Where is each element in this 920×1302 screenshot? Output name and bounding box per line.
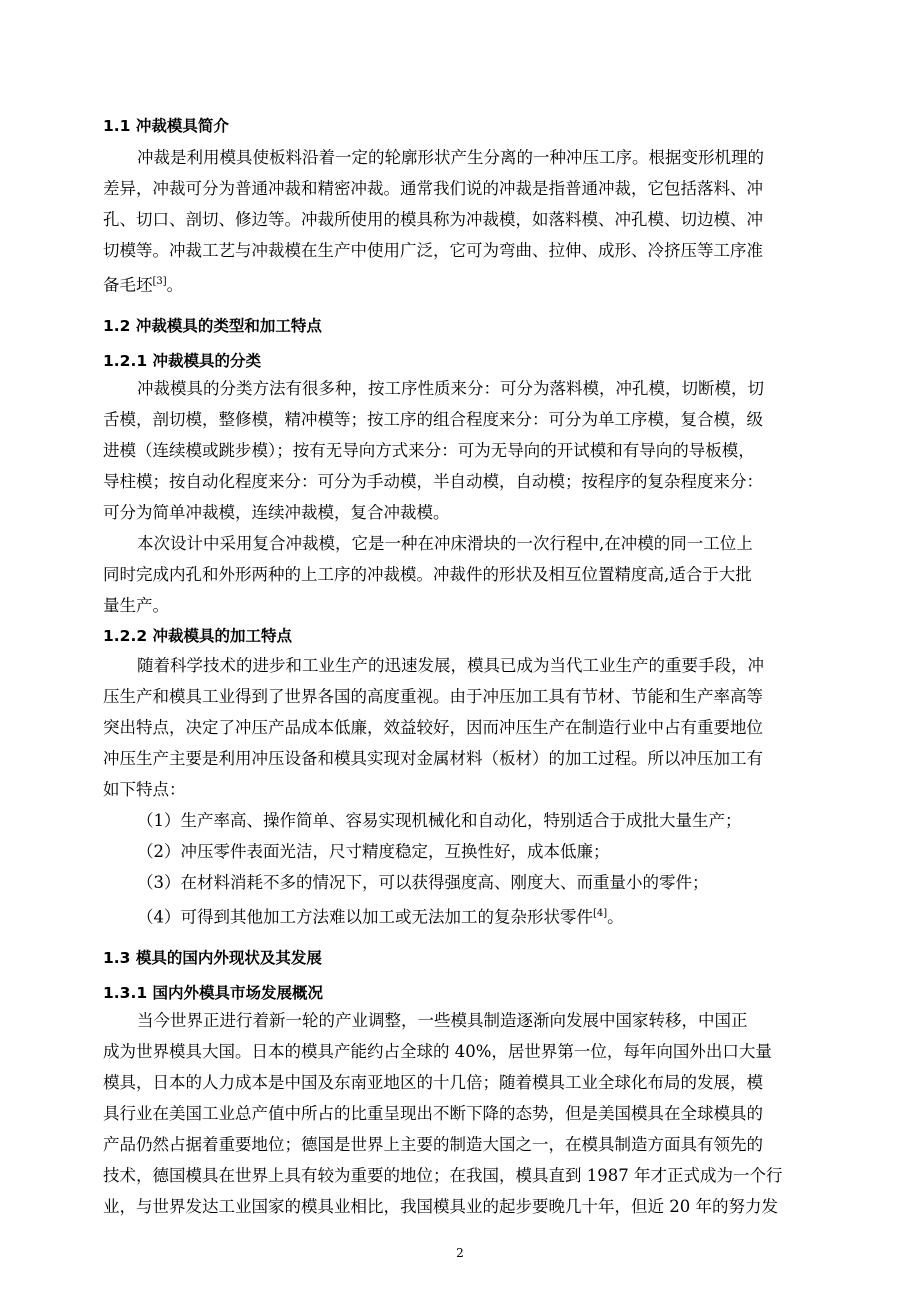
heading-1-2-2: 1.2.2 冲裁模具的加工特点 — [103, 627, 293, 645]
p3-line: 同时完成内孔和外形两种的上工序的冲裁模。冲裁件的形状及相互位置精度高,适合于大批 — [103, 565, 752, 584]
list-item: （3）在材料消耗不多的情况下，可以获得强度高、刚度大、而重量小的零件； — [137, 873, 709, 892]
p1-line: 差异，冲裁可分为普通冲裁和精密冲裁。通常我们说的冲裁是指普通冲裁，它包括落料、冲 — [103, 179, 763, 198]
p4-line: 突出特点，决定了冲压产品成本低廉，效益较好，因而冲压生产在制造行业中占有重要地位 — [103, 718, 763, 737]
p2-line: 进模（连续模或跳步模）；按有无导向方式来分：可为无导向的开试模和有导向的导板模， — [103, 441, 755, 460]
p5-line: 业，与世界发达工业国家的模具业相比，我国模具业的起步要晚几十年，但近 20 年的努力发 — [103, 1197, 778, 1216]
p1-text: 备毛坯 — [103, 275, 153, 295]
p5-line: 当今世界正进行着新一轮的产业调整，一些模具制造逐渐向发展中国家转移，中国正 — [137, 1011, 748, 1030]
list-item-text: （4）可得到其他加工方法难以加工或无法加工的复杂形状零件 — [137, 907, 593, 927]
p4-line: 如下特点： — [103, 780, 186, 799]
p2-line: 可分为简单冲裁模，连续冲裁模，复合冲裁模。 — [103, 503, 450, 522]
p4-line: 压生产和模具工业得到了世界各国的高度重视。由于冲压加工具有节材、节能和生产率高等 — [103, 687, 763, 706]
list-item — [137, 903, 624, 929]
citation-4: [4] — [593, 908, 608, 919]
citation-3: [3] — [152, 276, 167, 287]
list-item: （1）生产率高、操作简单、容易实现机械化和自动化，特别适合于成批大量生产； — [137, 811, 742, 830]
p5-line: 技术，德国模具在世界上具有较为重要的地位；在我国，模具直到 1987 年才正式成为一个行 — [103, 1166, 783, 1185]
p1-line-last — [103, 271, 183, 297]
p3-line: 量生产。 — [103, 596, 169, 615]
heading-1-2: 1.2 冲裁模具的类型和加工特点 — [103, 317, 322, 335]
heading-1-3-1: 1.3.1 国内外模具市场发展概况 — [103, 984, 324, 1002]
p1-line: 切模等。冲裁工艺与冲裁模在生产中使用广泛，它可为弯曲、拉伸、成形、冷挤压等工序准 — [103, 241, 763, 260]
heading-1-2-1: 1.2.1 冲裁模具的分类 — [103, 352, 262, 370]
p5-line: 模具，日本的人力成本是中国及东南亚地区的十几倍；随着模具工业全球化布局的发展，模 — [103, 1073, 763, 1092]
page-number: 2 — [456, 1246, 464, 1260]
p2-line: 舌模，剖切模，整修模，精冲模等；按工序的组合程度来分：可分为单工序模，复合模，级 — [103, 410, 763, 429]
p5-line: 产品仍然占据着重要地位；德国是世界上主要的制造大国之一，在模具制造方面具有领先的 — [103, 1135, 763, 1154]
list-item-end: 。 — [607, 907, 624, 927]
p1-end: 。 — [166, 275, 184, 295]
p2-line: 冲裁模具的分类方法有很多种，按工序性质来分：可分为落料模，冲孔模，切断模，切 — [137, 379, 764, 398]
list-item: （2）冲压零件表面光洁，尺寸精度稳定，互换性好，成本低廉； — [137, 842, 610, 861]
p5-line: 具行业在美国工业总产值中所占的比重呈现出不断下降的态势，但是美国模具在全球模具的 — [103, 1104, 763, 1123]
p1-line: 孔、切口、剖切、修边等。冲裁所使用的模具称为冲裁模，如落料模、冲孔模、切边模、冲 — [103, 210, 763, 229]
p4-line: 冲压生产主要是利用冲压设备和模具实现对金属材料（板材）的加工过程。所以冲压加工有 — [103, 749, 763, 768]
p2-line: 导柱模；按自动化程度来分：可分为手动模，半自动模，自动模；按程序的复杂程度来分： — [103, 472, 763, 491]
p3-line: 本次设计中采用复合冲裁模，它是一种在冲床滑块的一次行程中,在冲模的同一工位上 — [137, 534, 753, 553]
p4-line: 随着科学技术的进步和工业生产的迅速发展，模具已成为当代工业生产的重要手段，冲 — [137, 656, 764, 675]
p1-line: 冲裁是利用模具使板料沿着一定的轮廓形状产生分离的一种冲压工序。根据变形机理的 — [137, 148, 764, 167]
heading-1-3: 1.3 模具的国内外现状及其发展 — [103, 949, 322, 967]
p5-line: 成为世界模具大国。日本的模具产能约占全球的 40%，居世界第一位，每年向国外出口大量 — [103, 1042, 772, 1061]
heading-1-1: 1.1 冲裁模具简介 — [103, 117, 229, 135]
